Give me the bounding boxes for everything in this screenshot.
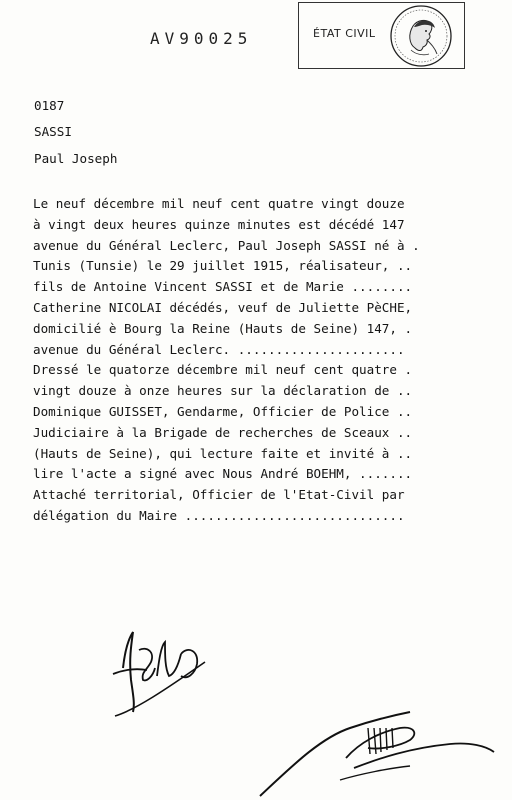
text-line: délégation du Maire ............................. — [33, 507, 405, 523]
text-line: Catherine NICOLAI décédés, veuf de Juliette PèCHE, — [33, 299, 413, 315]
deceased-given-names: Paul Joseph — [34, 151, 118, 166]
handwritten-signature-declarant-icon — [95, 620, 215, 730]
text-line: avenue du Général Leclerc. ...................... — [33, 341, 405, 357]
text-line: à vingt deux heures quinze minutes est décédé 147 — [33, 216, 405, 232]
text-line: domicilié è Bourg la Reine (Hauts de Seine) 147, . — [33, 320, 413, 336]
document-reference-number: AV90025 — [150, 29, 253, 48]
text-line: avenue du Général Leclerc, Paul Joseph SASSI né à . — [33, 237, 420, 253]
stamp-label: ÉTAT CIVIL — [313, 27, 376, 40]
text-line: Le neuf décembre mil neuf cent quatre vingt douze — [33, 196, 405, 211]
text-line: Judiciaire à la Brigade de recherches de Sceaux .. — [33, 424, 413, 440]
text-line: (Hauts de Seine), qui lecture faite et invité à .. — [33, 445, 413, 461]
death-certificate-text — [33, 194, 503, 527]
text-line: Dressé le quatorze décembre mil neuf cent quatre . — [33, 362, 413, 378]
deceased-surname: SASSI — [34, 124, 72, 139]
etat-civil-stamp — [298, 2, 465, 69]
text-line: vingt douze à onze heures sur la déclaration de .. — [33, 383, 413, 399]
text-line: Tunis (Tunsie) le 29 juillet 1915, réalisateur, .. — [33, 258, 413, 274]
text-line: fils de Antoine Vincent SASSI et de Marie ........ — [33, 279, 413, 295]
handwritten-signature-officer-icon — [250, 688, 500, 800]
text-line: Dominique GUISSET, Gendarme, Officier de Police .. — [33, 403, 413, 419]
text-line: Attaché territorial, Officier de l'Etat-Civil par — [33, 487, 405, 503]
text-line: lire l'acte a signé avec Nous André BOEHM, ....... — [33, 466, 413, 482]
record-number: 0187 — [34, 98, 65, 113]
marianne-seal-icon — [389, 4, 453, 68]
